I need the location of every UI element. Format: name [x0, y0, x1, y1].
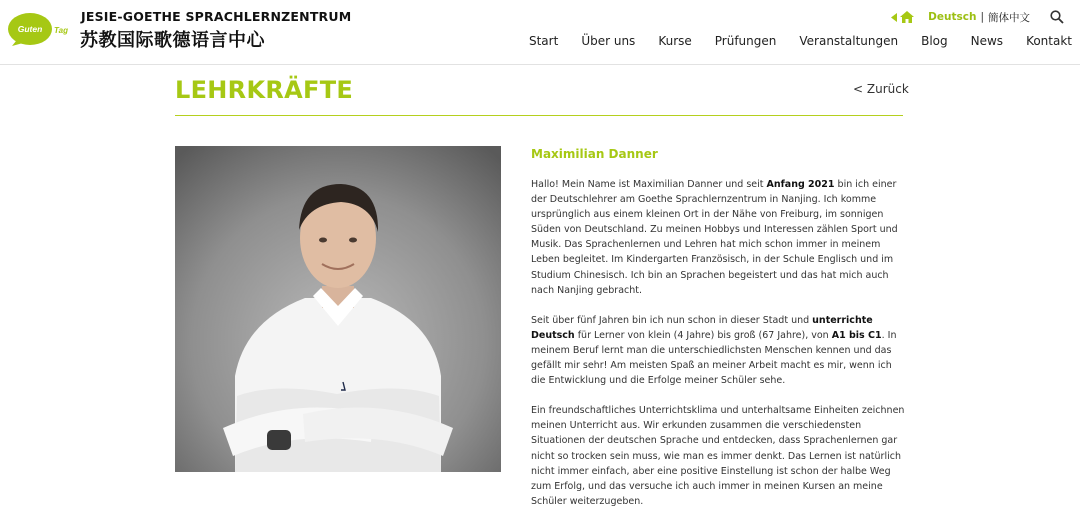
back-link[interactable]: < Zurück: [853, 82, 909, 96]
teacher-name: Maximilian Danner: [531, 147, 658, 161]
nav-news[interactable]: News: [970, 34, 1004, 48]
language-german[interactable]: Deutsch: [928, 11, 977, 23]
chevron-left-icon: [891, 13, 897, 22]
bio-emphasis: Anfang 2021: [766, 179, 835, 190]
bio-paragraph: [531, 177, 906, 298]
nav-blog[interactable]: Blog: [921, 34, 948, 48]
nav-start[interactable]: Start: [528, 34, 559, 48]
bio-emphasis: A1 bis C1: [831, 329, 882, 341]
language-chinese[interactable]: 簡体中文: [988, 11, 1030, 24]
language-separator: |: [980, 11, 984, 23]
bio-text: für Lerner von klein (4 Jahre) bis groß (67 Jahre), von: [574, 329, 832, 341]
teacher-portrait: [175, 146, 501, 472]
bio-paragraph: [531, 313, 906, 388]
svg-text:Tag: Tag: [54, 26, 68, 35]
bio-text: bin ich einer der Deutschlehrer am Goethe Sprachlernzentrum in Nanjing. Ich komme ursprünglich aus einem kleinen Ort in der Nähe von Freiburg, im sonnigen Süden von Deutschland. Zu meinen Hobbys und Interessen zählen Sport und Musik. Das Sprachenlernen und Lehren hat mich schon immer in meinem Leben begleitet. Im Kindergarten Französisch, in der Schule Englisch und im Studium Chinesisch. Ich bin an Sprachen begeistert und das hat mich auch nach Nanjing gebracht.: [531, 179, 898, 296]
guten-tag-logo[interactable]: [8, 12, 70, 46]
bio-paragraph: Ein freundschaftliches Unterrichtsklima und unterhaltsame Einheiten zeichnen meinen Unterricht aus. Wir erkunden zusammen die verschiedensten Situationen der deutschen Sprache und entdecken, dass Sprachenlernen gar nicht so trocken sein muss, wie man es immer denkt. Das Lernen ist natürlich nicht immer einfach, aber eine positive Einstellung ist schon der halbe Weg zum Erfolg, und das versuche ich auch immer in meinen Kursen an meine Schüler weiterzugeben.: [531, 405, 905, 507]
svg-text:Guten: Guten: [17, 24, 43, 34]
nav-pruefungen[interactable]: Prüfungen: [714, 34, 777, 48]
main-nav: [506, 34, 1072, 48]
home-icon: [900, 11, 914, 23]
brand-name-german[interactable]: JESIE-GOETHE SPRACHLERNZENTRUM: [81, 9, 352, 24]
nav-ueber-uns[interactable]: Über uns: [581, 34, 636, 48]
brand-name-chinese[interactable]: 苏教国际歌德语言中心: [80, 30, 265, 51]
title-divider: [175, 115, 903, 116]
bio-text: . In meinem Beruf lernt man die unterschiedlichsten Menschen kennen und das gefällt mir sehr! Am meisten Spaß an meiner Arbeit macht es mir, wenn ich die Entwicklung und die Erfolge meiner Schüler sehe.: [531, 329, 897, 387]
nav-kurse[interactable]: Kurse: [658, 34, 692, 48]
bio-text: Seit über fünf Jahren bin ich nun schon in dieser Stadt und: [531, 314, 813, 326]
teacher-bio: [531, 177, 906, 524]
site-header: [0, 0, 1080, 65]
page-title: LEHRKRÄFTE: [175, 76, 354, 104]
home-link[interactable]: [891, 11, 914, 23]
bio-emphasis: unterrichte Deutsch: [531, 314, 873, 341]
nav-kontakt[interactable]: Kontakt: [1026, 34, 1072, 48]
nav-veranstaltungen[interactable]: Veranstaltungen: [799, 34, 899, 48]
search-icon[interactable]: [1050, 10, 1064, 24]
utility-bar: [891, 9, 1064, 25]
bio-text: Hallo! Mein Name ist Maximilian Danner und seit: [531, 179, 767, 190]
